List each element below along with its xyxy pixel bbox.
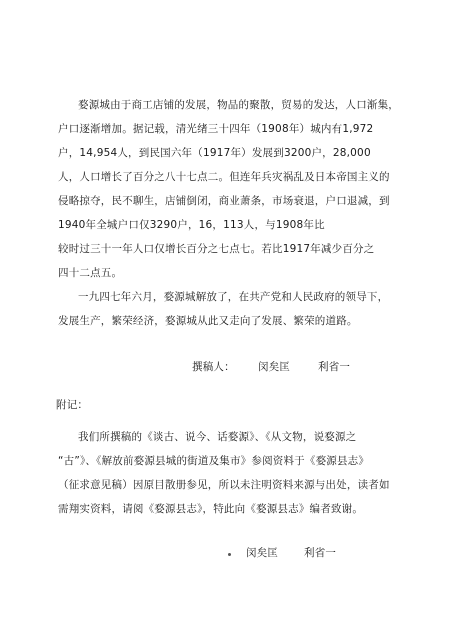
paragraph-1-line-6: 1940年全城户口仅3290户，16，113人，与1908年比 (58, 219, 325, 231)
paragraph-1-line-7: 较时过三十一年人口仅增长百分之七点七。若比1917年减少百分之 (58, 243, 375, 255)
note-line-3: （征求意见稿）因原目散册参见，所以未注明资料来源与出处，读者如 (58, 479, 390, 491)
compiler-name-2: 利省一 (318, 361, 351, 373)
scan-speck (228, 553, 231, 556)
compilers-label: 撰稿人： (192, 361, 235, 373)
note-line-2: “古”》、《解放前婺源县城的街道及集市》参阅资料于《婺源县志》 (58, 455, 370, 467)
paragraph-2-line-2: 发展生产，繁荣经济，婺源城从此又走向了发展、繁荣的道路。 (58, 315, 358, 327)
paragraph-1-line-5: 侵略掠夺，民不聊生，店铺倒闭，商业萧条，市场衰退，户口退减，到 (58, 195, 390, 207)
note-line-4: 需翔实资料，请阅《婺源县志》，特此向《婺源县志》编者致谢。 (58, 503, 364, 515)
note-title: 附记： (56, 399, 89, 411)
note-line-1: 我们所撰稿的《谈古、说今、话婺源》、《从文物，说婺源之 (78, 431, 357, 443)
paragraph-1-line-3: 户，14,954人，到民国六年（1917年）发展到3200户，28,000 (58, 147, 371, 159)
signature-name-1: 闵矣匡 (246, 547, 279, 559)
paragraph-1-line-2: 户口逐渐增加。据记载，清光绪三十四年（1908年）城内有1,972 (58, 123, 374, 135)
paragraph-2-line-1: 一九四七年六月，婺源城解放了，在共产党和人民政府的领导下， (78, 291, 389, 303)
paragraph-1-line-8: 四十二点五。 (58, 267, 123, 279)
paragraph-1-line-1: 婺源城由于商工店铺的发展，物品的聚散，贸易的发达，人口渐集， (78, 99, 399, 111)
compiler-name-1: 闵矣匡 (258, 361, 291, 373)
paragraph-1-line-4: 人，人口增长了百分之八十七点二。但连年兵灾祸乱及日本帝国主义的 (58, 171, 390, 183)
signature-name-2: 利省一 (304, 547, 337, 559)
